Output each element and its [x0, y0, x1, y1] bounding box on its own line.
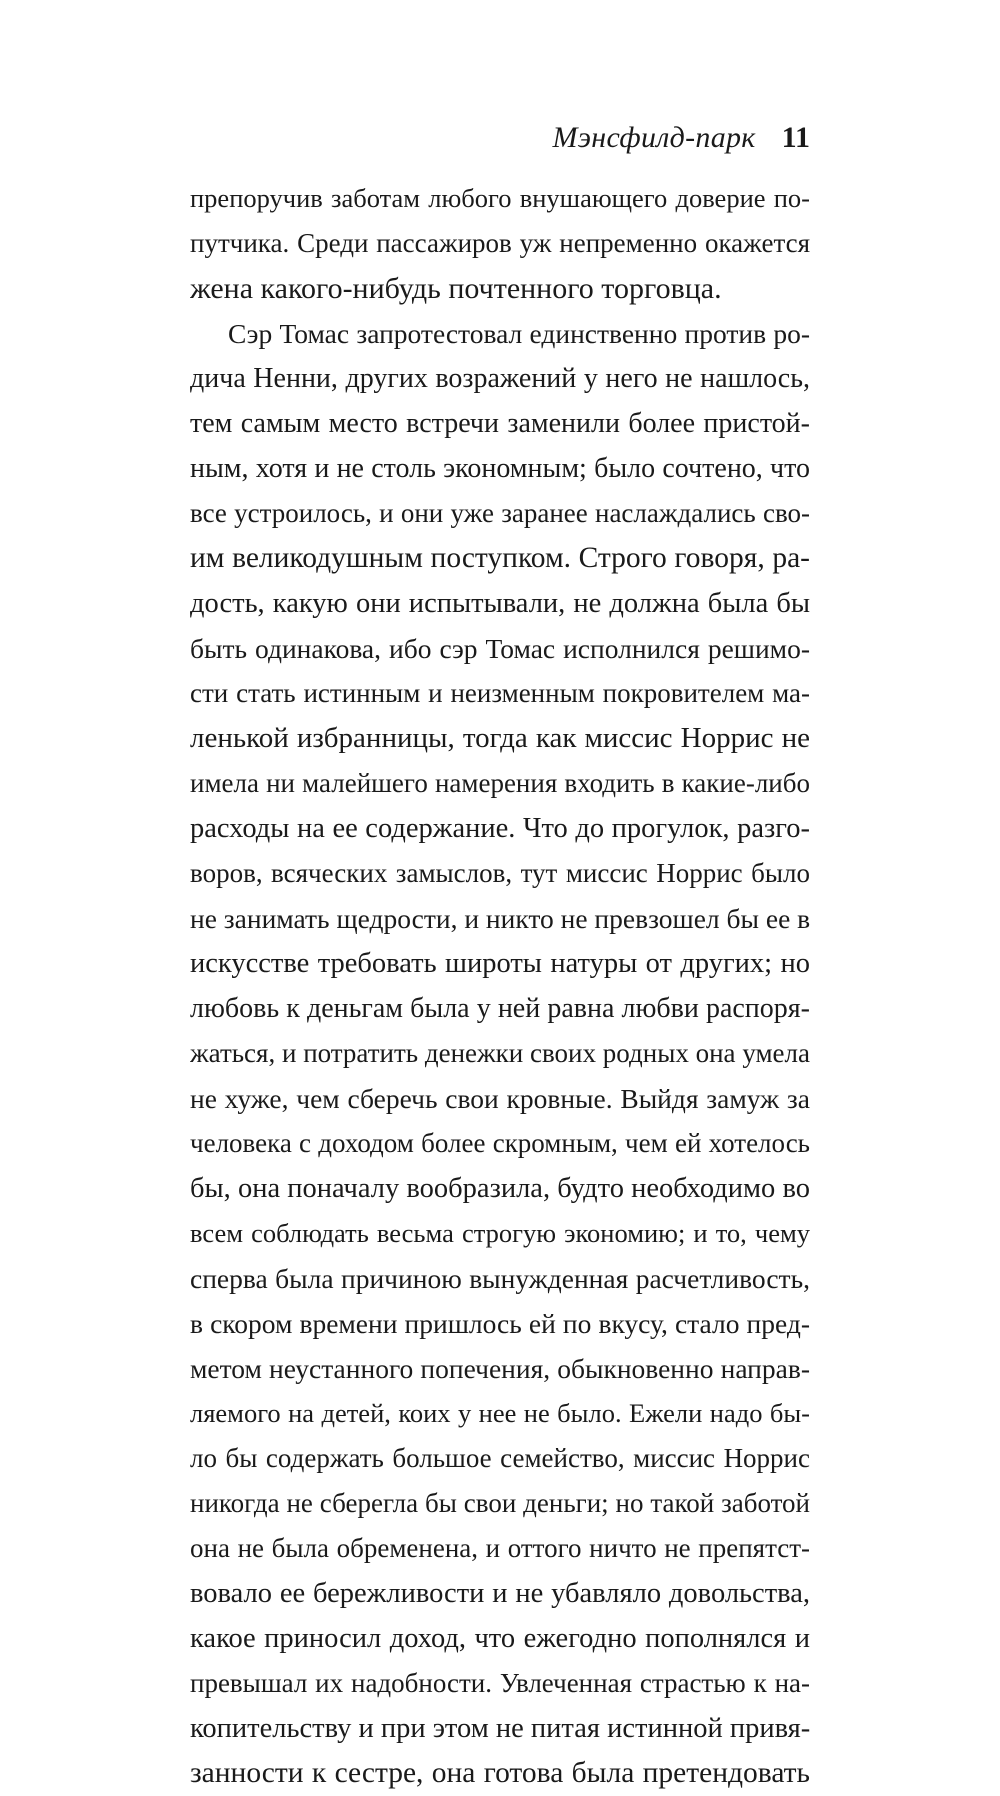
- text-line: жена какого-нибудь почтенного торговца.: [190, 272, 722, 305]
- text-line: им великодушным поступком. Строго говоря, ра-: [190, 542, 810, 574]
- text-line: путчика. Среди пассажиров уж непременно окажется: [190, 228, 810, 258]
- text-line: препоручив заботам любого внушающего доверие по-: [190, 183, 810, 213]
- text-line: жаться, и потратить денежки своих родных она умела: [190, 1038, 810, 1068]
- text-line: превышал их надобности. Увлеченная страстью к на-: [190, 1668, 810, 1698]
- text-line: ленькой избранницы, тогда как миссис Норрис не: [190, 722, 810, 754]
- text-line: занности к сестре, она готова была претендовать: [190, 1757, 810, 1789]
- text-line: любовь к деньгам была у ней равна любви распоря-: [190, 993, 810, 1024]
- text-line: ляемого на детей, коих у нее не было. Ежели надо бы-: [190, 1398, 810, 1428]
- text-line: человека с доходом более скромным, чем ей хотелось: [190, 1128, 810, 1158]
- text-line: дость, какую они испытывали, не должна была бы: [190, 588, 810, 619]
- text-line: всем соблюдать весьма строгую экономию; и то, чему: [190, 1218, 810, 1248]
- running-title: Мэнсфилд-парк: [552, 121, 756, 154]
- text-line: не хуже, чем сберечь свои кровные. Выйдя замуж за: [190, 1083, 810, 1114]
- paragraph-first-line: Сэр Томас запротестовал единственно против ро-: [228, 318, 810, 349]
- text-line: копительству и при этом не питая истинной привя-: [190, 1713, 810, 1744]
- text-line: все устроилось, и они уже заранее наслаждались сво-: [190, 498, 810, 528]
- text-line: какое приносил доход, что ежегодно пополнялся и: [190, 1623, 810, 1654]
- text-line: вовало ее бережливости и не убавляло довольства,: [190, 1578, 810, 1609]
- text-line: метом неустанного попечения, обыкновенно направ-: [190, 1353, 810, 1384]
- text-line: не занимать щедрости, и никто не превзошел бы ее в: [190, 903, 810, 934]
- text-line: ным, хотя и не столь экономным; было сочтено, что: [190, 453, 810, 484]
- text-line: в скором времени пришлось ей по вкусу, стало пред-: [190, 1308, 810, 1339]
- text-line: она не была обременена, и оттого ничто не препятст-: [190, 1533, 810, 1563]
- text-line: искусстве требовать широты натуры от других; но: [190, 948, 810, 979]
- page-number: 11: [781, 121, 810, 154]
- text-line: дича Ненни, других возражений у него не нашлось,: [190, 363, 810, 394]
- running-header: [190, 118, 810, 158]
- text-line: расходы на ее содержание. Что до прогулок, разго-: [190, 813, 810, 844]
- text-line: никогда не сберегла бы свои деньги; но такой заботой: [190, 1488, 810, 1518]
- text-line: бы, она поначалу вообразила, будто необходимо во: [190, 1173, 810, 1204]
- text-line: имела ни малейшего намерения входить в какие-либо: [190, 768, 810, 798]
- text-line: быть одинакова, ибо сэр Томас исполнился решимо-: [190, 633, 810, 664]
- text-line: воров, всяческих замыслов, тут миссис Норрис было: [190, 858, 810, 888]
- text-line: ло бы содержать большое семейство, миссис Норрис: [190, 1443, 810, 1473]
- body-text: [190, 176, 810, 1796]
- text-line: тем самым место встречи заменили более пристой-: [190, 408, 810, 439]
- text-line: сперва была причиною вынужденная расчетливость,: [190, 1263, 810, 1294]
- text-line: сти стать истинным и неизменным покровителем ма-: [190, 678, 810, 708]
